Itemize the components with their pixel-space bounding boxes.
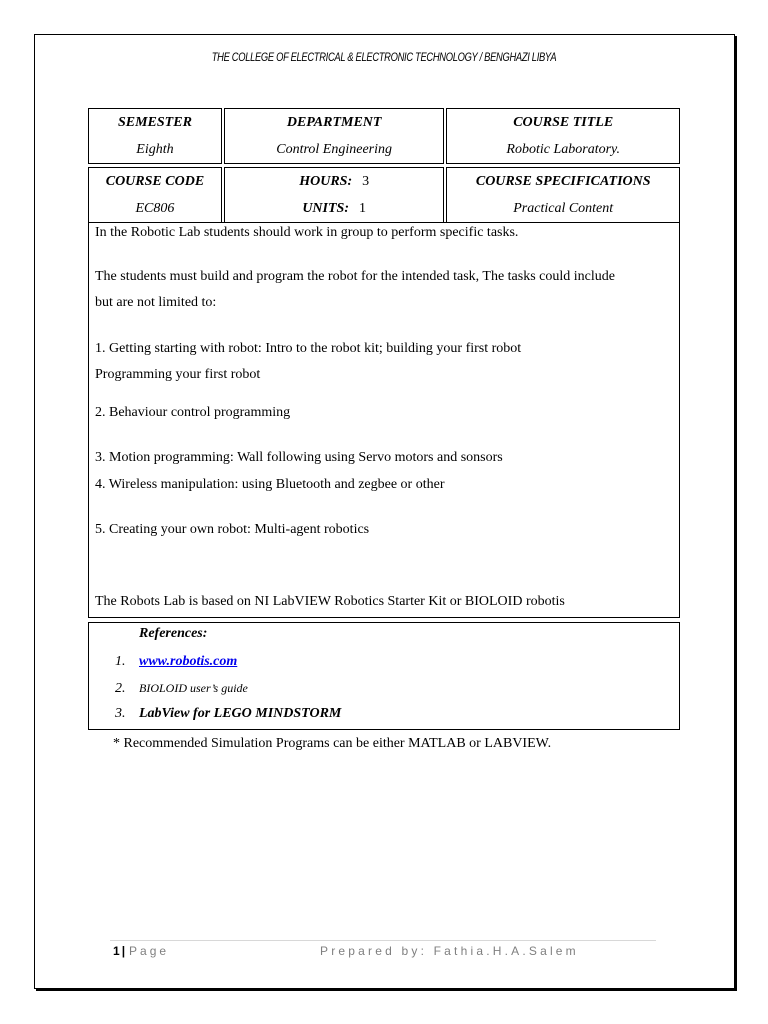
reference-item <box>115 704 341 722</box>
tasks-paragraph-line-1: The students must build and program the robot for the intended task, The tasks could include <box>95 269 615 284</box>
hours-label: HOURS: <box>299 174 353 189</box>
course-info-table <box>86 105 682 226</box>
intro-text: In the Robotic Lab students should work in group to perform specific tasks. <box>95 225 519 240</box>
college-header: THE COLLEGE OF ELECTRICAL & ELECTRONIC TECHNOLOGY / BENGHAZI LIBYA <box>211 50 557 64</box>
semester-value: Eighth <box>136 142 174 157</box>
course-title-cell <box>446 108 680 164</box>
department-cell <box>224 108 445 164</box>
units-label: UNITS: <box>302 201 349 216</box>
hours-line <box>225 168 444 195</box>
info-row-1 <box>88 108 680 164</box>
page-separator: | <box>121 944 126 958</box>
course-content-box <box>88 222 680 618</box>
specs-label: COURSE SPECIFICATIONS <box>475 174 651 189</box>
simulation-note: * Recommended Simulation Programs can be either MATLAB or LABVIEW. <box>113 736 552 751</box>
footer-page <box>113 944 169 958</box>
page-number: 1 <box>113 944 120 958</box>
reference-text: LabView for LEGO MINDSTORM <box>139 706 342 721</box>
semester-label: SEMESTER <box>117 115 192 130</box>
info-row-2 <box>88 167 680 223</box>
page-word: Page <box>129 944 170 958</box>
hours-value: 3 <box>362 174 370 189</box>
course-code-label: COURSE CODE <box>105 174 205 189</box>
reference-link-robotis[interactable]: www.robotis.com <box>139 654 238 669</box>
task-item-2: 2. Behaviour control programming <box>95 405 291 420</box>
reference-number: 1. <box>115 654 126 669</box>
references-box <box>88 622 680 730</box>
reference-item <box>115 679 248 697</box>
hours-units-cell <box>224 167 445 223</box>
task-item-5: 5. Creating your own robot: Multi-agent robotics <box>95 522 370 537</box>
specs-cell <box>446 167 680 223</box>
footer-prepared-by: Prepared by: Fathia.H.A.Salem <box>320 944 579 958</box>
specs-value: Practical Content <box>513 201 614 216</box>
course-code-value: EC806 <box>135 201 175 216</box>
task-item-1: 1. Getting starting with robot: Intro to the robot kit; building your first robot <box>95 341 522 356</box>
course-code-cell <box>88 167 222 223</box>
course-title-label: COURSE TITLE <box>513 115 614 130</box>
units-value: 1 <box>358 201 366 216</box>
reference-item <box>115 652 237 670</box>
reference-text: BIOLOID user’s guide <box>139 681 248 695</box>
footer-divider <box>110 940 656 941</box>
references-title: References: <box>139 626 208 641</box>
units-line <box>225 195 444 222</box>
tasks-paragraph-line-2: but are not limited to: <box>95 295 217 310</box>
task-item-1-cont: Programming your first robot <box>95 367 261 382</box>
reference-number: 3. <box>115 706 126 721</box>
course-title-value: Robotic Laboratory. <box>506 142 620 157</box>
lab-basis-text: The Robots Lab is based on NI LabVIEW Robotics Starter Kit or BIOLOID robotis <box>95 594 565 609</box>
department-label: DEPARTMENT <box>286 115 382 130</box>
semester-cell <box>88 108 222 164</box>
reference-number: 2. <box>115 681 126 696</box>
department-value: Control Engineering <box>276 142 393 157</box>
task-item-3: 3. Motion programming: Wall following using Servo motors and sonsors <box>95 450 503 465</box>
task-item-4: 4. Wireless manipulation: using Bluetooth and zegbee or other <box>95 477 445 492</box>
